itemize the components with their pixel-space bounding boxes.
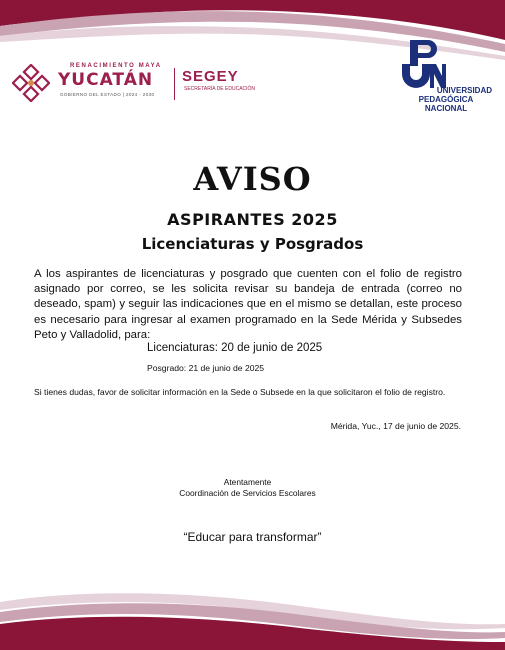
upn-line-1: UNIVERSIDAD — [436, 86, 492, 95]
signature-closing: Atentamente — [223, 477, 272, 487]
yucatan-emblem-icon — [12, 64, 50, 102]
upn-line-3: NACIONAL — [424, 104, 468, 113]
segey-subtitle: SECRETARÍA DE EDUCACIÓN — [184, 86, 256, 92]
notice-subtitle-programs: Licenciaturas y Posgrados — [141, 235, 364, 253]
upn-logo — [396, 38, 496, 120]
place-and-date: Mérida, Yuc., 17 de junio de 2025. — [330, 421, 461, 431]
segey-name: SEGEY — [182, 68, 239, 85]
yucatan-logo — [12, 62, 256, 104]
yucatan-government-period: GOBIERNO DEL ESTADO | 2024 - 2030 — [60, 92, 155, 97]
upn-wordmark — [396, 86, 496, 113]
upn-line-2: PEDAGÓGICA — [418, 95, 474, 104]
bottom-wave-decoration — [0, 580, 505, 650]
notice-body: A los aspirantes de licenciaturas y posgrado que cuenten con el folio de registro asignado por correo, se les solicita revisar su bandeja de entrada (correo no deseado, spam) y seguir las indicaciones que en el mismo se detallan, este proceso es necesario para ingresar al examen programado en la Sede Mérida y Subsedes Peto y Valladolid, para: — [34, 268, 462, 341]
posgrado-date: Posgrado: 21 de junio de 2025 — [147, 363, 265, 373]
questions-note: Si tienes dudas, favor de solicitar información en la Sede o Subsede en la que solicitaron el folio de registro. — [34, 387, 446, 397]
yucatan-name: YUCATÁN — [58, 70, 154, 90]
yucatan-tagline: RENACIMIENTO MAYA — [70, 63, 162, 69]
notice-subtitle-aspirantes: ASPIRANTES 2025 — [167, 210, 338, 229]
logo-divider — [174, 68, 175, 100]
licenciaturas-date: Licenciaturas: 20 de junio de 2025 — [147, 342, 323, 354]
signature-office: Coordinación de Servicios Escolares — [179, 488, 316, 498]
motto: “Educar para transformar” — [183, 530, 322, 544]
notice-title: AVISO — [193, 160, 312, 198]
